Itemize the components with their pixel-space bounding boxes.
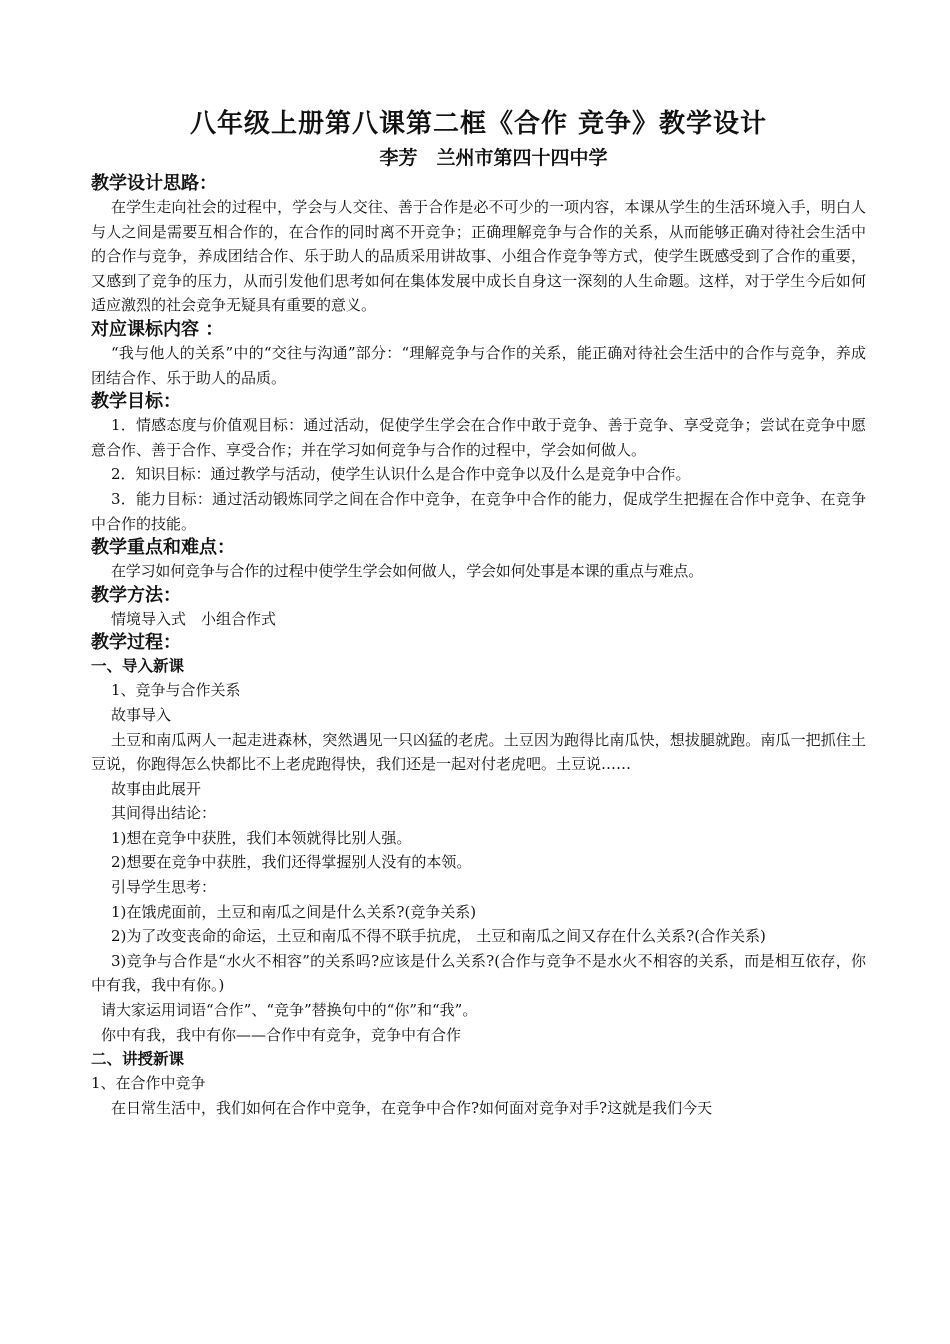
goal-item: 1．情感态度与价值观目标：通过活动，促使学生学会在合作中敢于竞争、善于竞争、享受竞争；尝试在竞争中愿意合作、善于合作、享受合作；并在学习如何竞争与合作的过程中，学会如何做人。 — [91, 416, 866, 459]
paragraph-methods: 情境导入式 小组合作式 — [111, 609, 277, 628]
document-title: 八年级上册第八课第二框《合作 竞争》教学设计 — [189, 109, 768, 139]
process-line: 故事导入 — [111, 705, 172, 724]
paragraph-design-idea: 在学生走向社会的过程中，学会与人交往、善于合作是必不可少的一项内容，本课从学生的生活环境入手，明白人与人之间是需要互相合作的，在合作的同时离不开竞争；正确理解竞争与合作的关系，从而能够正确对待社会生活中的合作与竞争，养成团结合作、乐于助人的品质采用讲故事、小组合作竞争等方式，使学生既感受到了合作的重要，又感到了竞争的压力，从而引发他们思考如何在集体发展中成长自身这一深刻的人生命题。这样，对于学生今后如何适应激烈的社会竞争无疑具有重要的意义。 — [91, 198, 866, 315]
process-line: 请大家运用词语“合作”、“竞争”替换句中的“你”和“我”。 — [101, 1001, 478, 1020]
paragraph-key-points: 在学习如何竞争与合作的过程中使学生学会如何做人，学会如何处事是本课的重点与难点。 — [111, 562, 704, 581]
process-line: 1、竞争与合作关系 — [111, 681, 241, 700]
process-line: 2)为了改变丧命的命运，土豆和南瓜不得不联手抗虎， 土豆和南瓜之间又存在什么关系?(合作关系) — [111, 927, 766, 946]
process-line: 在日常生活中，我们如何在合作中竞争，在竞争中合作?如何面对竞争对手?这就是我们今天 — [111, 1098, 713, 1117]
heading-goals: 教学目标： — [91, 391, 181, 413]
process-line: 其间得出结论： — [111, 804, 217, 823]
process-line: 1、在合作中竞争 — [91, 1074, 206, 1093]
document-author: 李芳 兰州市第四十四中学 — [379, 147, 608, 169]
process-line: 你中有我，我中有你——合作中有竞争，竞争中有合作 — [101, 1025, 462, 1044]
process-line: 故事由此展开 — [111, 779, 202, 798]
process-line: 土豆和南瓜两人一起走进森林，突然遇见一只凶猛的老虎。土豆因为跑得比南瓜快，想拔腿就跑。南瓜一把抓住土豆说，你跑得怎么快都比不上老虎跑得快，我们还是一起对付老虎吧。土豆说…… — [91, 730, 866, 774]
subheading-part1: 一、导入新课 — [91, 657, 185, 676]
subheading-part2: 二、讲授新课 — [91, 1050, 185, 1069]
goal-item: 3．能力目标：通过活动锻炼同学之间在合作中竞争，在竞争中合作的能力，促成学生把握在合作中竞争、在竞争中合作的技能。 — [91, 489, 866, 533]
process-line: 1)想在竞争中获胜，我们本领就得比别人强。 — [111, 828, 412, 847]
paragraph-standards: “我与他人的关系”中的“交往与沟通”部分：“理解竞争与合作的关系，能正确对待社会生活中的合作与竞争，养成团结合作、乐于助人的品质。 — [91, 343, 866, 387]
process-line: 引导学生思考： — [111, 878, 217, 897]
document-page — [91, 104, 866, 1120]
process-line: 3)竞争与合作是“水火不相容”的关系吗?应该是什么关系?(合作与竞争不是水火不相容的关系，而是相互依存，你中有我，我中有你。) — [91, 951, 866, 995]
heading-standards: 对应课标内容 ： — [91, 318, 224, 340]
heading-process: 教学过程： — [91, 632, 181, 654]
heading-methods: 教学方法： — [91, 584, 181, 606]
process-line: 1)在饿虎面前，土豆和南瓜之间是什么关系?(竞争关系) — [111, 902, 477, 921]
heading-key-points: 教学重点和难点： — [91, 537, 235, 559]
process-line: 2)想要在竞争中获胜，我们还得掌握别人没有的本领。 — [111, 853, 472, 872]
goal-item: 2．知识目标：通过教学与活动，使学生认识什么是合作中竞争以及什么是竞争中合作。 — [111, 465, 691, 484]
heading-design-idea: 教学设计思路： — [91, 173, 217, 194]
